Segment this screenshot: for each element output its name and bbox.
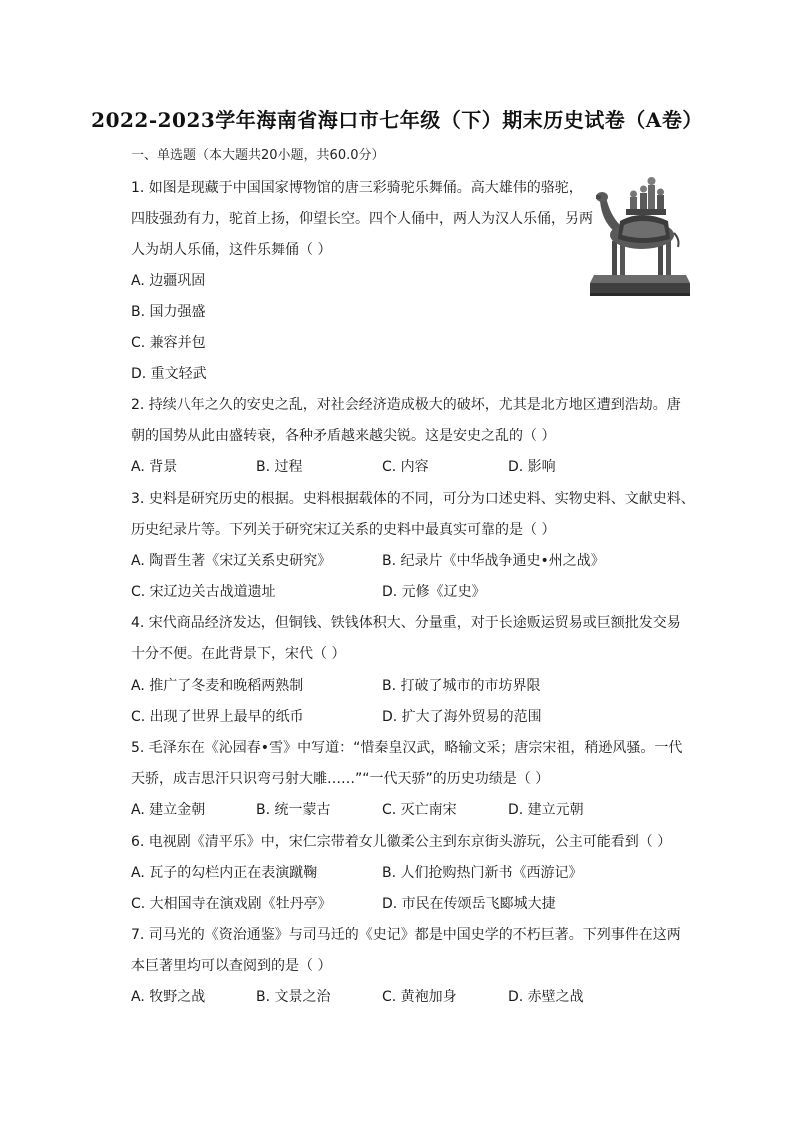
question-2-line-1: 2. 持续八年之久的安史之乱，对社会经济造成极大的破坏，尤其是北方地区遭到浩劫。唐 (131, 397, 681, 413)
question-1-line-1: 1. 如图是现藏于中国国家博物馆的唐三彩骑驼乐舞俑。高大雄伟的骆驼， (131, 180, 583, 196)
question-7-line-2: 本巨著里均可以查阅到的是（ ） (131, 958, 332, 974)
question-2-option-d: D. 影响 (508, 459, 556, 475)
question-6-line-1: 6. 电视剧《清平乐》中，宋仁宗带着女儿徽柔公主到东京街头游玩，公主可能看到（ ） (131, 834, 672, 850)
question-4-option-a: A. 推广了冬麦和晚稻两熟制 (131, 678, 304, 694)
question-3-line-2: 历史纪录片等。下列关于研究宋辽关系的史料中最真实可靠的是（ ） (131, 522, 556, 538)
question-7-option-d: D. 赤壁之战 (508, 989, 584, 1005)
camel-figurine-icon (590, 175, 690, 297)
question-2-option-a: A. 背景 (131, 459, 178, 475)
question-4-option-b: B. 打破了城市的市坊界限 (382, 678, 541, 694)
camel-figurine-image (590, 175, 690, 297)
question-2-line-2: 朝的国势从此由盛转衰，各种矛盾越来越尖锐。这是安史之乱的（ ） (131, 428, 556, 444)
question-7-option-a: A. 牧野之战 (131, 989, 206, 1005)
question-7-option-c: C. 黄袍加身 (382, 989, 457, 1005)
question-4-option-d: D. 扩大了海外贸易的范围 (382, 709, 542, 725)
question-1-option-b: B. 国力强盛 (131, 304, 206, 320)
question-2-option-c: C. 内容 (382, 459, 429, 475)
question-1-line-3: 人为胡人乐俑，这件乐舞俑（ ） (131, 242, 332, 258)
question-3-option-a: A. 陶晋生著《宋辽关系史研究》 (131, 553, 332, 569)
question-3-option-c: C. 宋辽边关古战道遗址 (131, 584, 276, 600)
question-3-option-b: B. 纪录片《中华战争通史•州之战》 (382, 553, 605, 569)
question-5-option-c: C. 灭亡南宋 (382, 802, 457, 818)
question-1-option-a: A. 边疆巩固 (131, 273, 206, 289)
question-4-line-2: 十分不便。在此背景下，宋代（ ） (131, 646, 346, 662)
question-6-option-d: D. 市民在传颂岳飞郾城大捷 (382, 896, 556, 912)
question-6-option-b: B. 人们抢购热门新书《西游记》 (382, 865, 583, 881)
question-3-line-1: 3. 史料是研究历史的根据。史料根据载体的不同，可分为口述史料、实物史料、文献史料、 (131, 491, 695, 507)
question-5-option-a: A. 建立金朝 (131, 802, 206, 818)
question-1-option-c: C. 兼容并包 (131, 335, 206, 351)
question-7-option-b: B. 文景之治 (256, 989, 331, 1005)
question-6-option-a: A. 瓦子的勾栏内正在表演蹴鞠 (131, 865, 318, 881)
question-1-option-d: D. 重文轻武 (131, 366, 207, 382)
question-4-option-c: C. 出现了世界上最早的纸币 (131, 709, 304, 725)
question-7-line-1: 7. 司马光的《资治通鉴》与司马迁的《史记》都是中国史学的不朽巨著。下列事件在这两 (131, 927, 681, 943)
question-3-option-d: D. 元修《辽史》 (382, 584, 486, 600)
section-heading: 一、单选题（本大题共20小题，共60.0分） (131, 148, 385, 163)
question-5-option-d: D. 建立元朝 (508, 802, 584, 818)
question-1-line-2: 四肢强劲有力，驼首上扬，仰望长空。四个人俑中，两人为汉人乐俑，另两 (131, 211, 593, 227)
question-5-option-b: B. 统一蒙古 (256, 802, 331, 818)
question-4-line-1: 4. 宋代商品经济发达，但铜钱、铁钱体积大、分量重，对于长途贩运贸易或巨额批发交易 (131, 615, 681, 631)
question-2-option-b: B. 过程 (256, 459, 303, 475)
question-5-line-2: 天骄，成吉思汗只识弯弓射大雕……”“一代天骄”的历史功绩是（ ） (131, 771, 550, 787)
question-5-line-1: 5. 毛泽东在《沁园春•雪》中写道：“惜秦皇汉武，略输文采；唐宗宋祖，稍逊风骚。一代 (131, 740, 683, 756)
question-6-option-c: C. 大相国寺在演戏剧《牡丹亭》 (131, 896, 332, 912)
exam-title: 2022-2023学年海南省海口市七年级（下）期末历史试卷（A卷） (91, 108, 703, 132)
